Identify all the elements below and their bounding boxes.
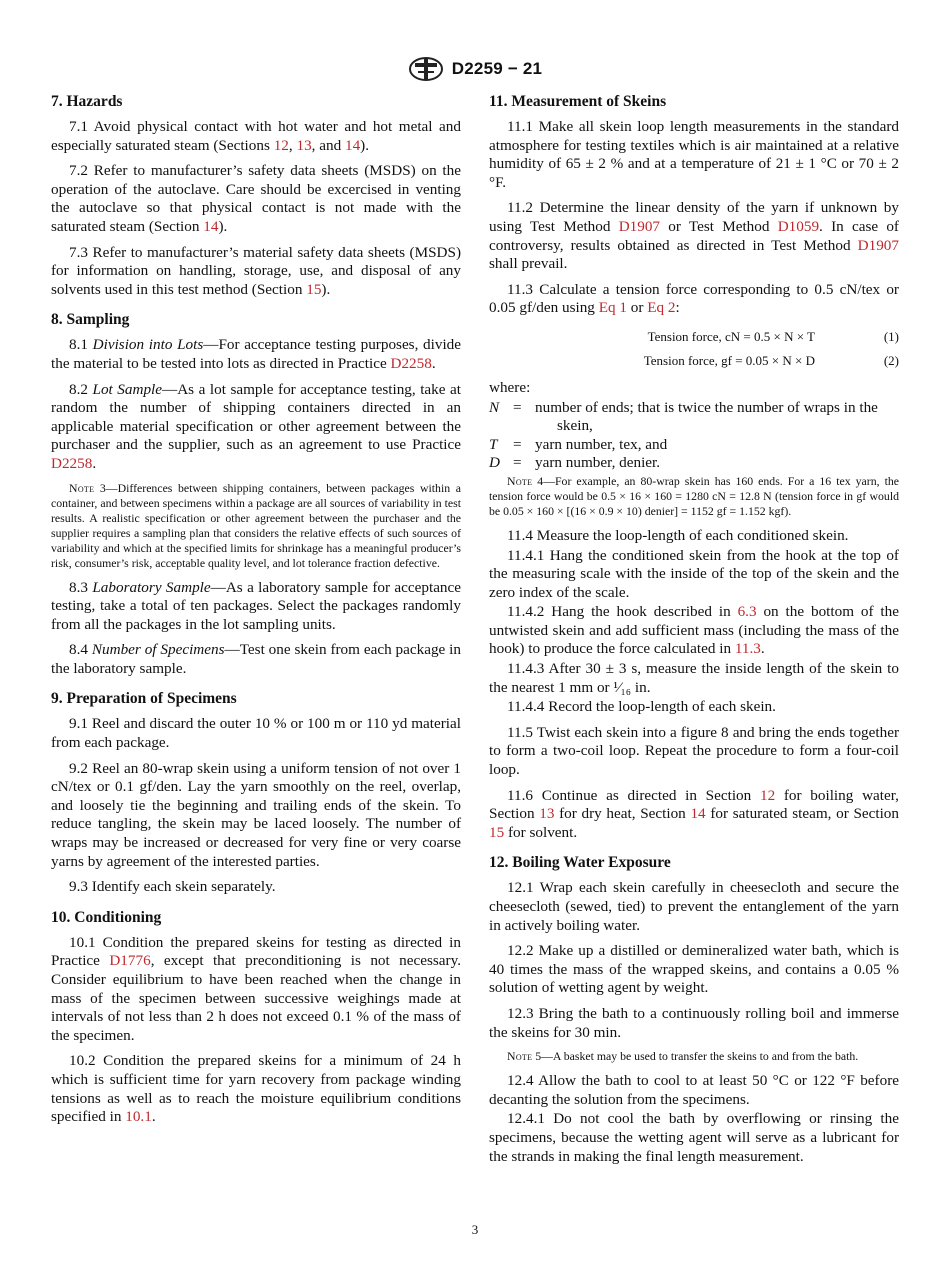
ref-link[interactable]: 13 (296, 136, 312, 154)
note-3: Note 3—Differences between shipping containers, between packages within a container, and between specimens within a package are all sources of variability in test results. A realistic specification or other agreement between the purchaser and the supplier requires a sampling plan that considers the relative effects of such sources of variability and which at the specified limits for shrinkage has a meaningful producer’s risk, consumer’s risk, acceptable quality level, and lot tolerance fraction defective. (51, 480, 461, 570)
ref-link[interactable]: D1907 (618, 217, 661, 235)
para-8-4: 8.4 Number of Specimens—Test one skein from each package in the laboratory sample. (51, 641, 461, 677)
equation-2-number: (2) (883, 352, 899, 368)
ref-link[interactable]: 15 (489, 823, 505, 841)
para-9-1: 9.1 Reel and discard the outer 10 % or 100 m or 110 yd material from each package. (51, 715, 461, 752)
para-9-3: 9.3 Identify each skein separately. (69, 878, 276, 896)
ref-link[interactable]: 12 (759, 786, 776, 804)
para-11-5: 11.5 Twist each skein into a figure 8 and bring the ends together to form a two-coil loop. Repeat the procedure to form a four-coil loop. (489, 723, 899, 779)
ref-link[interactable]: 10.1 (125, 1108, 152, 1126)
definition-item: D = yarn number, denier. (489, 454, 661, 472)
ref-link[interactable]: 6.3 (737, 603, 757, 621)
para-11-6: 11.6 Continue as directed in Section 12 for boiling water, Section 13 for dry heat, Section 14 for saturated steam, or Section 15 for solvent. (489, 786, 899, 841)
ref-link[interactable]: D1907 (857, 236, 899, 254)
ref-link[interactable]: Eq 2 (647, 299, 676, 317)
para-12-3: 12.3 Bring the bath to a continuously rolling boil and immerse the skeins for 30 min. (489, 1004, 899, 1041)
para-11-3: 11.3 Calculate a tension force corresponding to 0.5 cN/tex or 0.05 gf/den using Eq 1 or Eq 2: (489, 280, 899, 317)
page-header (0, 56, 950, 82)
equation-2 (489, 349, 899, 373)
section-10-heading: 10. Conditioning (51, 908, 162, 926)
definition-item: N = number of ends; that is twice the number of wraps in the skein, (489, 398, 878, 435)
ref-link[interactable]: D1059 (777, 217, 820, 235)
para-11-4-2: 11.4.2 Hang the hook described in 6.3 on the bottom of the untwisted skein and add sufficient mass (including the mass of the hook) to produce the force calculated in 11.3. (489, 603, 899, 658)
standard-id: D2259 − 21 (451, 59, 543, 78)
para-11-2: 11.2 Determine the linear density of the yarn if unknown by using Test Method D1907 or Test Method D1059. In case of controversy, results obtained as directed in Test Method D1907 shall prevail. (489, 199, 899, 273)
para-11-4-1: 11.4.1 Hang the conditioned skein from the hook at the top of the measuring scale with the inside of the top of the skein and the zero index of the scale. (489, 546, 899, 601)
para-11-4-3: 11.4.3 After 30 ± 3 s, measure the inside length of the skein to the nearest 1 mm or ¹⁄₁₆ in. (489, 660, 899, 696)
ref-link[interactable]: D1776 (109, 952, 151, 970)
section-11-heading: 11. Measurement of Skeins (489, 93, 667, 110)
equation-1 (489, 325, 899, 349)
right-column (489, 92, 899, 1173)
left-column (51, 92, 461, 1134)
ref-link[interactable]: 15 (306, 280, 322, 298)
ref-link[interactable]: 12 (273, 136, 289, 154)
para-11-4: 11.4 Measure the loop-length of each conditioned skein. (507, 526, 849, 544)
ref-link[interactable]: 11.3 (734, 640, 761, 658)
equation-1-expression: Tension force, cN = 0.5 × N × T (647, 328, 815, 344)
para-12-4-1: 12.4.1 Do not cool the bath by overflowing or rinsing the specimens, because the wetting agent will serve as a lubricant for the strands in making the final length measurement. (489, 1110, 899, 1165)
ref-link[interactable]: Eq 1 (598, 299, 627, 317)
where-label: where: (489, 378, 531, 396)
ref-link[interactable]: 14 (344, 136, 361, 154)
para-10-2: 10.2 Condition the prepared skeins for a minimum of 24 h which is sufficient time for yarn recovery from package winding tensions as well as to reach the moisture equilibrium conditions specified in 10.1. (51, 1052, 461, 1126)
para-7-1: 7.1 Avoid physical contact with hot water and hot metal and especially saturated steam (Sections 12, 13, and 14). (51, 118, 461, 154)
ref-link[interactable]: 14 (690, 805, 706, 823)
section-8-heading: 8. Sampling (51, 311, 130, 329)
ref-link[interactable]: D2258 (390, 354, 432, 372)
para-12-2: 12.2 Make up a distilled or demineralized water bath, which is 40 times the mass of the wrapped skeins, and contains a 0.05 % solution of wetting agent by weight. (489, 942, 899, 997)
note-4: Note 4—For example, an 80-wrap skein has 160 ends. For a 16 tex yarn, the tension force would be 0.5 × 16 × 160 = 1280 cN = 12.8 N (tension force in gf would be 0.05 × 160 × [(16 × 0.9 × 10) denier] = 1152 gf = 1.152 kgf). (489, 473, 899, 518)
para-7-2: 7.2 Refer to manufacturer’s safety data sheets (MSDS) on the operation of the autoclave. Care should be excercised in venting the autoclave so that physical contact is not made with the saturated steam (Section 14). (51, 162, 461, 235)
para-8-3: 8.3 Laboratory Sample—As a laboratory sample for acceptance testing, take a total of ten packages. Select the packages randomly from all the packages in the lot sampling units. (51, 578, 462, 633)
definition-item: T = yarn number, tex, and (489, 435, 668, 453)
para-12-1: 12.1 Wrap each skein carefully in cheesecloth and secure the cheesecloth (sewed, tied) to prevent the entanglement of the yarn in actively boiling water. (489, 879, 899, 934)
section-7-heading: 7. Hazards (51, 93, 123, 110)
para-11-1: 11.1 Make all skein loop length measurements in the standard atmosphere for testing textiles which is air maintained at a relative humidity of 65 ± 2 % and at a temperature of 21 ± 1 °C or 70 ± 2 °F. (489, 118, 899, 191)
astm-logo-icon (408, 56, 444, 82)
equation-1-number: (1) (883, 328, 899, 344)
ref-link[interactable]: 14 (203, 217, 219, 235)
para-8-2: 8.2 Lot Sample—As a lot sample for acceptance testing, take at random the number of shipping containers directed in an applicable material specification or other agreement between the purchaser and the supplier, such as an agreement to use Practice D2258. (51, 380, 461, 472)
para-9-2: 9.2 Reel an 80-wrap skein using a uniform tension of not over 1 cN/tex or 0.1 gf/den. Lay the yarn smoothly on the reel, overlap, and loosely tie the beginning and trailing ends of the skein. To reduce tangling, the skein may be laced loosely. The number of wraps may be increased or decreased for very fine or very coarse yarns by agreement of the interested parties. (51, 759, 461, 870)
section-9-heading: 9. Preparation of Specimens (51, 690, 237, 708)
para-8-1: 8.1 Division into Lots—For acceptance testing purposes, divide the material to be tested into lots as directed in Practice D2258. (51, 336, 462, 372)
para-12-4: 12.4 Allow the bath to cool to at least 50 °C or 122 °F before decanting the solution from the specimens. (489, 1072, 899, 1108)
para-10-1: 10.1 Condition the prepared skeins for testing as directed in Practice D1776, except that preconditioning is not necessary. Consider equilibrium to have been reached when the change in mass of the specimen between successive weighings made at intervals of not less than 2 h does not exceed 0.1 % of the mass of the specimen. (51, 933, 461, 1044)
ref-link[interactable]: 13 (539, 805, 555, 823)
ref-link[interactable]: D2258 (51, 454, 93, 472)
para-11-4-4: 11.4.4 Record the loop-length of each skein. (507, 698, 776, 716)
equation-2-expression: Tension force, gf = 0.05 × N × D (643, 352, 815, 368)
page-number: 3 (471, 1222, 479, 1237)
note-5: Note 5—A basket may be used to transfer the skeins to and from the bath. (507, 1049, 859, 1064)
section-12-heading: 12. Boiling Water Exposure (489, 854, 671, 872)
para-7-3: 7.3 Refer to manufacturer’s material safety data sheets (MSDS) for information on handling, storage, use, and disposal of any solvents used in this test method (Section 15). (51, 243, 461, 298)
